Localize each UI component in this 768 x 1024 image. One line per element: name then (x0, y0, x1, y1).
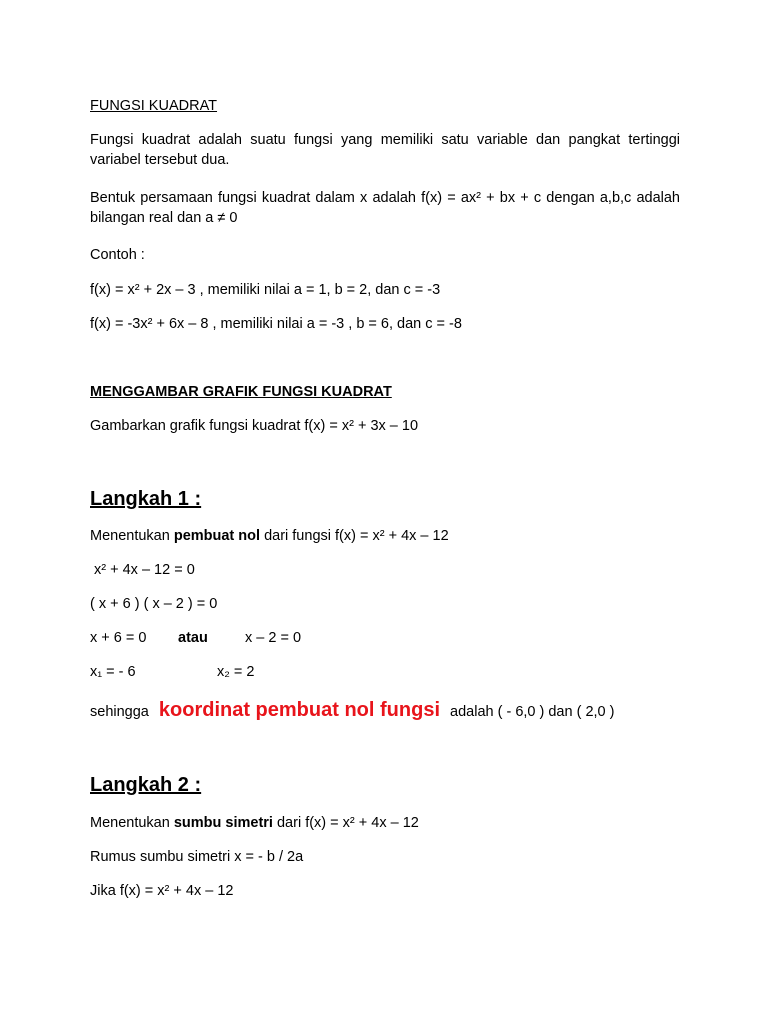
step-2-intro-post: dari f(x) = x² + 4x – 12 (272, 815, 419, 831)
step-2-intro (90, 813, 680, 833)
step-1-intro-bold: pembuat nol (173, 528, 261, 544)
step-1-result-highlight: koordinat pembuat nol fungsi (158, 699, 440, 721)
step-1-title: Langkah 1 : (90, 488, 202, 510)
example-1: f(x) = x² + 2x – 3 , memiliki nilai a = 1, b = 2, dan c = -3 (90, 282, 441, 298)
step-1-roots (90, 662, 680, 682)
step-1-intro (90, 526, 680, 546)
step-1-equation-2: ( x + 6 ) ( x – 2 ) = 0 (90, 596, 218, 612)
example-2: f(x) = -3x² + 6x – 8 , memiliki nilai a = -3 , b = 6, dan c = -8 (90, 316, 462, 332)
step-1-equation-3 (90, 628, 680, 648)
step-2-jika: Jika f(x) = x² + 4x – 12 (90, 883, 234, 899)
step-1-x2: x₂ = 2 (217, 664, 255, 680)
step-2-intro-pre: Menentukan (90, 815, 174, 831)
step-1-equation-1: x² + 4x – 12 = 0 (94, 562, 195, 578)
step-1-result-pre: sehingga (90, 704, 149, 720)
step-1-equation-3a: x + 6 = 0 (90, 630, 147, 646)
step-1-result-post: adalah ( - 6,0 ) dan ( 2,0 ) (450, 704, 615, 720)
heading-fungsi-kuadrat: FUNGSI KUADRAT (90, 98, 218, 114)
step-2-intro-bold: sumbu simetri (173, 815, 273, 831)
step-1-x1: x₁ = - 6 (90, 664, 136, 680)
step-1-intro-pre: Menentukan (90, 528, 174, 544)
heading-menggambar-grafik: MENGGAMBAR GRAFIK FUNGSI KUADRAT (90, 384, 392, 400)
paragraph-definition: Fungsi kuadrat adalah suatu fungsi yang memiliki satu variable dan pangkat tertinggi variabel tersebut dua. (90, 132, 680, 168)
step-2-rumus: Rumus sumbu simetri x = - b / 2a (90, 849, 304, 865)
task-statement: Gambarkan grafik fungsi kuadrat f(x) = x² + 3x – 10 (90, 418, 419, 434)
step-1-equation-3c: x – 2 = 0 (245, 630, 302, 646)
paragraph-general-form: Bentuk persamaan fungsi kuadrat dalam x adalah f(x) = ax² + bx + c dengan a,b,c adalah bilangan real dan a ≠ 0 (90, 190, 680, 226)
step-1-intro-post: dari fungsi f(x) = x² + 4x – 12 (260, 528, 449, 544)
step-1-result (90, 700, 680, 722)
step-2-title: Langkah 2 : (90, 774, 202, 796)
step-1-atau: atau (178, 630, 208, 646)
label-contoh: Contoh : (90, 247, 145, 263)
